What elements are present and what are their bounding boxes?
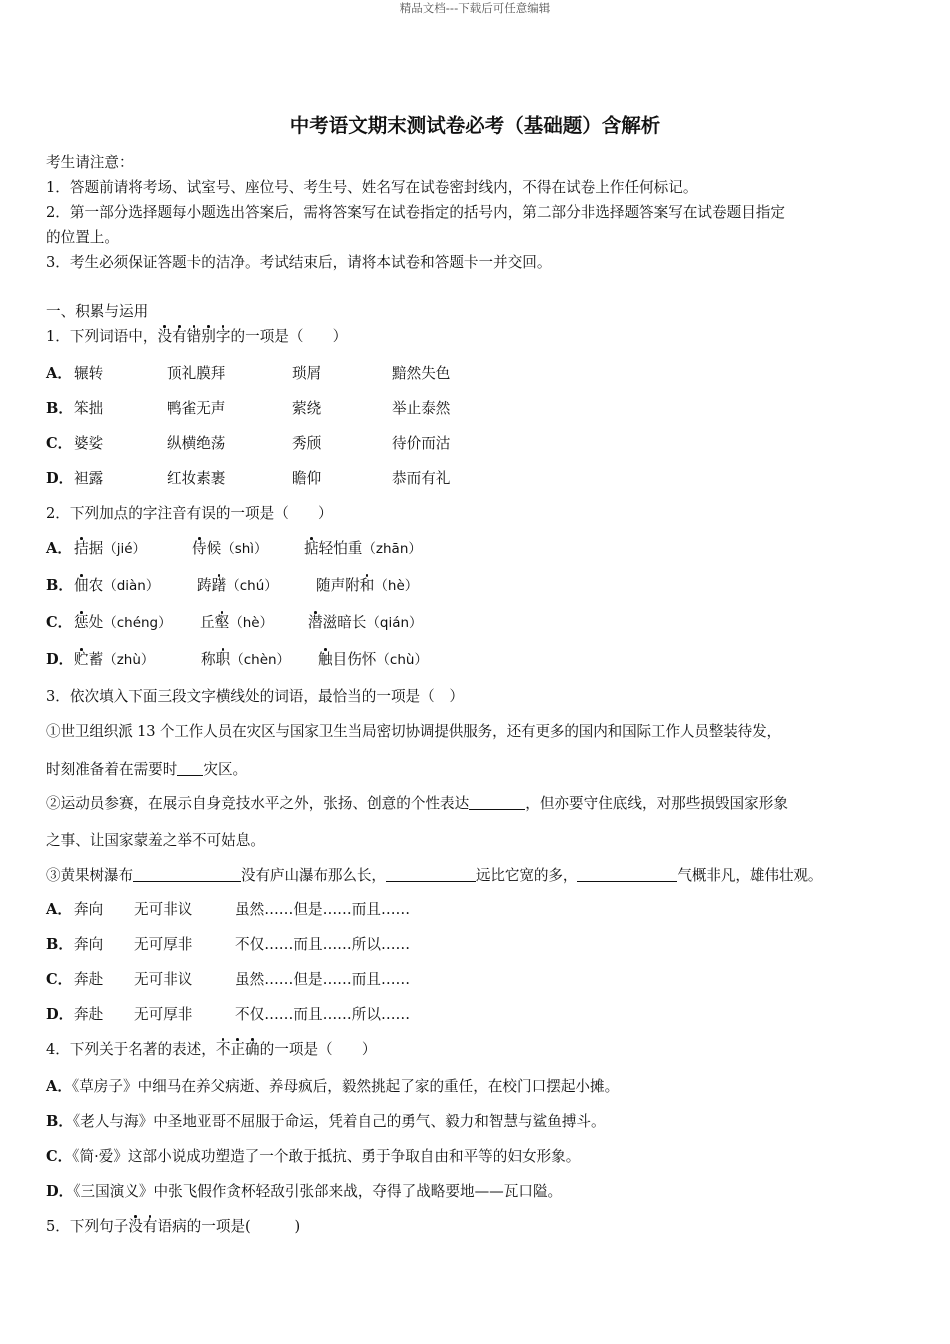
q1-option-c[interactable]: C． 婆娑 纵横绝荡 秀颀 待价而沽 [46, 435, 451, 452]
dot-char: 躇 [211, 577, 227, 594]
dot-char: 职 [215, 651, 231, 668]
fill-blank[interactable] [133, 865, 241, 882]
q3-passage-2: ②运动员参赛，在展示自身竞技水平之外，张扬、创意的个性表达 ，但亦要守住底线，对那些损毁国家形象 [46, 795, 788, 812]
q2-option-c[interactable]: C． 惩处（chéng） 丘壑（hè） 潜滋暗长（qián） [46, 614, 423, 631]
q3-passage-3: ③黄果树瀑布 没有庐山瀑布那么长， 远比它宽的多， 气概非凡，雄伟壮观。 [46, 867, 823, 884]
dot-char: 没 [128, 1218, 143, 1235]
q3-option-d[interactable]: D． 奔赴 无可厚非 不仅……而且……所以…… [46, 1006, 411, 1023]
notice-heading: 考生请注意： [46, 154, 134, 171]
dot-char: 潜 [308, 614, 323, 631]
dot-char: 正 [230, 1041, 246, 1058]
dot-char: 佃 [74, 577, 89, 594]
q4-option-d[interactable]: D．《三国演义》中张飞假作贪杯轻敌引张郃来战，夺得了战略要地——瓦口隘。 [46, 1183, 563, 1200]
q4-option-b[interactable]: B．《老人与海》中圣地亚哥不屈服于命运，凭着自己的勇气、毅力和智慧与鲨鱼搏斗。 [46, 1113, 606, 1130]
q3-option-c[interactable]: C． 奔赴 无可非议 虽然……但是……而且…… [46, 971, 411, 988]
q2-option-a[interactable]: A． 拮据（jié） 侍候（shì） 掂轻怕重（zhān） [46, 540, 422, 557]
q3-passage-1: ①世卫组织派 13 个工作人员在灾区与国家卫生当局密切协调提供服务，还有更多的国内和国际工作人员整装待发， [46, 723, 781, 740]
dot-char: 触 [318, 651, 333, 668]
dot-char: 没 [157, 328, 173, 345]
dot-char: 错 [186, 328, 202, 345]
dot-char: 字 [215, 328, 231, 345]
q3-option-b[interactable]: B． 奔向 无可厚非 不仅……而且……所以…… [46, 936, 411, 953]
dot-char: 壑 [214, 614, 230, 631]
dot-char: 不 [215, 1041, 231, 1058]
q4-option-c[interactable]: C．《简·爱》这部小说成功塑造了一个敢于抵抗、勇于争取自由和平等的妇女形象。 [46, 1148, 581, 1165]
dot-char: 有 [142, 1218, 158, 1235]
dot-char: 有 [172, 328, 187, 345]
dot-char: 掂 [304, 540, 319, 557]
fill-blank[interactable] [177, 759, 203, 776]
notice-item-2-cont: 的位置上。 [46, 229, 119, 246]
q2-option-b[interactable]: B． 佃农（diàn） 踌躇（chú） 随声附和（hè） [46, 577, 419, 594]
q3-option-a[interactable]: A． 奔向 无可非议 虽然……但是……而且…… [46, 901, 411, 918]
dot-char: 惩 [74, 614, 89, 631]
fill-blank[interactable] [577, 865, 677, 882]
q1-option-a[interactable]: A． 辗转 顶礼膜拜 琐屑 黯然失色 [46, 365, 451, 382]
dot-char: 确 [245, 1041, 260, 1058]
q3-stem: 3．依次填入下面三段文字横线处的词语，最恰当的一项是（ ） [46, 688, 464, 705]
dot-char: 贮 [74, 651, 89, 668]
q2-stem: 2．下列加点的字注音有误的一项是（ ） [46, 505, 333, 522]
dot-char: 拮 [74, 540, 89, 557]
q5-stem: 5．下列句子没有语病的一项是( ) [46, 1218, 301, 1235]
fill-blank[interactable] [386, 865, 476, 882]
notice-item-1: 1．答题前请将考场、试室号、座位号、考生号、姓名写在试卷密封线内，不得在试卷上作任何标记。 [46, 179, 698, 196]
q2-option-d[interactable]: D． 贮蓄（zhù） 称职（chèn） 触目伤怀（chù） [46, 651, 428, 668]
dot-char: 侍 [192, 540, 207, 557]
notice-item-2: 2．第一部分选择题每小题选出答案后，需将答案写在试卷指定的括号内，第二部分非选择题答案写在试卷题目指定 [46, 204, 785, 221]
page-header-watermark: 精品文档---下载后可任意编辑 [399, 1, 551, 15]
q1-option-b[interactable]: B． 笨拙 鸭雀无声 萦绕 举止泰然 [46, 400, 451, 417]
q4-option-a[interactable]: A．《草房子》中细马在养父病逝、养母疯后，毅然挑起了家的重任，在校门口摆起小摊。 [46, 1078, 620, 1095]
fill-blank[interactable] [469, 793, 525, 810]
dot-char: 和 [359, 577, 375, 594]
q1-stem: 1．下列词语中，没有错别字的一项是（ ） [46, 328, 348, 345]
dot-char: 别 [201, 328, 216, 345]
notice-item-3: 3．考生必须保证答题卡的洁净。考试结束后，请将本试卷和答题卡一并交回。 [46, 254, 552, 271]
q4-stem: 4．下列关于名著的表述，不正确的一项是（ ） [46, 1041, 377, 1058]
q3-passage-2-cont: 之事、让国家蒙羞之举不可姑息。 [46, 832, 265, 849]
document-title: 中考语文期末测试卷必考（基础题）含解析 [289, 114, 661, 137]
section-heading: 一、积累与运用 [46, 303, 149, 320]
q1-option-d[interactable]: D． 袒露 红妆素裹 瞻仰 恭而有礼 [46, 470, 451, 487]
q3-passage-1-cont: 时刻准备着在需要时 灾区。 [46, 761, 248, 778]
